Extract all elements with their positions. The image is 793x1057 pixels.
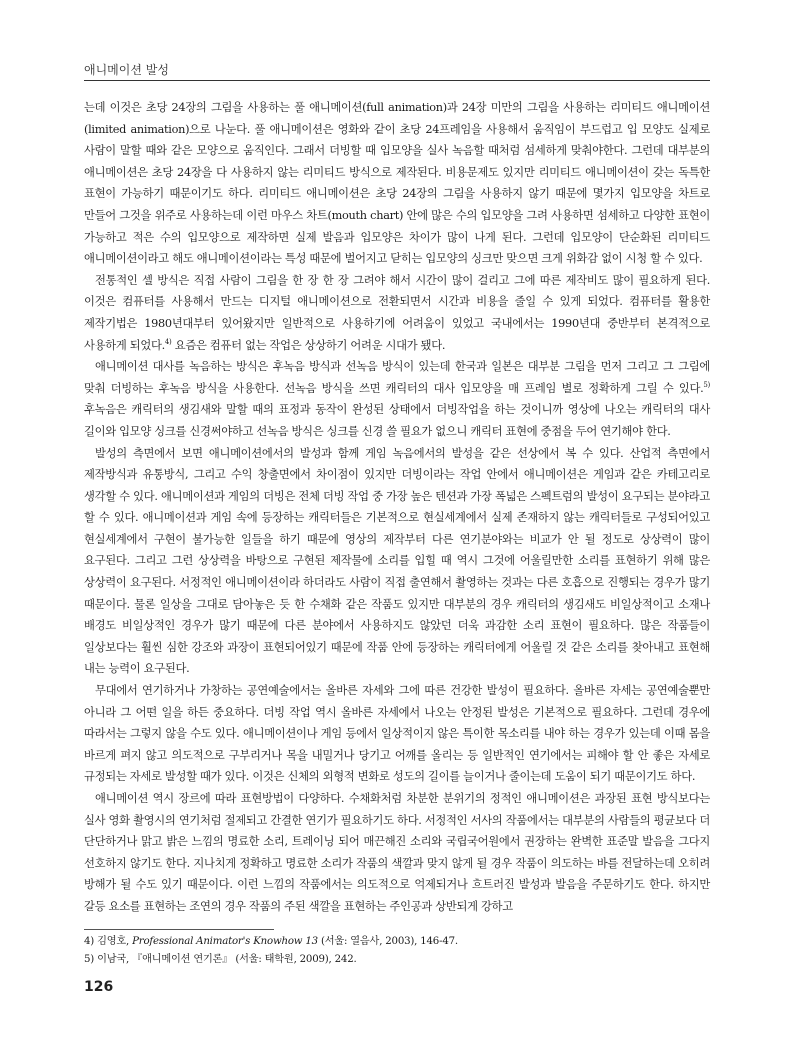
- paragraph: [84, 680, 710, 788]
- running-header: 애니메이션 발성: [84, 63, 169, 77]
- paragraph-text: 전통적인 셀 방식은 직접 사람이 그림을 한 장 한 장 그려야 해서 시간이 많이 걸리고 그에 따른 제작비도 많이 필요하게 된다. 이것은 컴퓨터를 사용해서 만드는 디지털 애니메이션으로 전환되면서 시간과 비용을 줄일 수 있게 되었다. 컴퓨터를 활용한 제작기법은 1980년대부터 있어왔지만 일반적으로 사용하기에 어려움이 있었고 국내에서는 1990년대 중반부터 본격적으로 사용하게 되었다.: [84, 273, 710, 352]
- paragraph-text: 발성의 측면에서 보면 애니메이션에서의 발성과 함께 게임 녹음에서의 발성을 같은 선상에서 복 수 있다. 산업적 측면에서 제작방식과 유통방식, 그리고 수익 창출면에서 차이점이 있지만 더빙이라는 작업 안에서 애니메이션은 게임과 같은 카테고리로 생각할 수 있다. 애니메이션과 게임의 더빙은 전체 더빙 작업 중 가장 높은 텐션과 가장 폭넓은 스펙트럼의 발성이 요구되는 분야라고 할 수 있다. 애니메이션과 게임 속에 등장하는 캐릭터들은 기본적으로 현실세계에서 실제 존재하지 않는 캐릭터들로 구성되어있고 현실세계에서 구현이 불가능한 일들을 하기 때문에 영상의 제작부터 다른 연기분야와는 비교가 안 될 정도로 상상력이 많이 요구된다. 그리고 그런 상상력을 바탕으로 구현된 제작물에 소리를 입힐 때 역시 그것에 어울릴만한 소리를 표현하기 위해 많은 상상력이 요구된다. 서정적인 애니메이션이라 하더라도 사람이 직접 출연해서 촬영하는 것과는 다른 호흡으로 진행되는 경우가 많기 때문이다. 물론 일상을 그대로 담아놓은 듯 한 수채화 같은 작품도 있지만 대부분의 경우 캐릭터의 생김새도 비일상적이고 소재나 배경도 비일상적인 경우가 많기 때문에 다른 분야에서 사용하지도 않았던 더욱 과감한 소리 표현이 필요하다. 많은 작품들이 일상보다는 훨씬 심한 강조와 과장이 표현되어있기 때문에 작품 안에 등장하는 캐릭터에게 어울릴 것 같은 소리를 찾아내고 표현해 내는 능력이 요구된다.: [84, 446, 710, 676]
- paragraph-text: 요즘은 컴퓨터 없는 작업은 상상하기 어려운 시대가 됐다.: [171, 338, 446, 352]
- paragraph-text: 후녹음은 캐릭터의 생김새와 말할 때의 표정과 동작이 완성된 상태에서 더빙작업을 하는 것이니까 영상에 나오는 캐릭터의 대사 길이와 입모양 싱크를 신경써야하고 선녹음 방식은 싱크를 신경 쓸 필요가 없으니 캐릭터 표현에 중점을 두어 연기해야 한다.: [84, 403, 710, 438]
- header-divider: [84, 80, 710, 81]
- body-text: [84, 97, 710, 918]
- footnote-title: 『애니메이션 연기론』: [132, 954, 233, 965]
- footnote: [84, 933, 710, 951]
- footnote-number: 5): [84, 954, 95, 965]
- paragraph: [84, 270, 710, 356]
- paragraph-text: 무대에서 연기하거나 가창하는 공연예술에서는 올바른 자세와 그에 따른 건강한 발성이 필요하다. 올바른 자세는 공연예술뿐만 아니라 그 어떤 일을 하든 중요하다. 더빙 작업 역시 올바른 자세에서 나오는 안정된 발성은 기본적으로 필요하다. 그런데 경우에 따라서는 그렇지 않을 수도 있다. 애니메이션이나 게임 등에서 일상적이지 않은 특이한 목소리를 내야 하는 경우가 있는데 이때 몸을 바르게 펴지 않고 의도적으로 구부리거나 목을 내밀거나 당기고 어깨를 올리는 등 일반적인 연기에서는 피해야 할 안 좋은 자세로 규정되는 자세로 발성할 때가 있다. 이것은 신체의 외형적 변화로 성도의 길이를 늘이거나 줄이는데 도움이 되기 때문이기도 하다.: [84, 684, 710, 784]
- footnote-publication: (서울: 태학원, 2009), 242.: [235, 954, 357, 965]
- footnote-divider: [84, 929, 274, 930]
- footnote-ref[interactable]: 4): [164, 337, 172, 346]
- footnote-author: 김영호,: [97, 936, 130, 947]
- footnote: [84, 951, 710, 969]
- footnote-author: 이남국,: [97, 954, 130, 965]
- paragraph-text: 애니메이션 역시 장르에 따라 표현방법이 다양하다. 수채화처럼 차분한 분위기의 정적인 애니메이션은 과장된 표현 방식보다는 실사 영화 촬영시의 연기처럼 절제되고 간결한 연기가 필요하기도 하다. 서정적인 서사의 작품에서는 대부분의 사람들의 평균보다 더 단단하거나 맑고 밝은 느낌의 명료한 소리, 트레이닝 되어 매끈해진 소리와 국립국어원에서 권장하는 완벽한 표준말 발음을 그다지 선호하지 않기도 한다. 지나치게 정확하고 명료한 소리가 작품의 색깔과 맞지 않게 될 경우 작품이 의도하는 바를 전달하는데 오히려 방해가 될 수도 있기 때문이다. 이런 느낌의 작품에서는 의도적으로 억제되거나 흐트러진 발성과 발음을 주문하기도 한다. 하지만 갈등 요소를 표현하는 조연의 경우 작품의 주된 색깔을 표현하는 주인공과 상반되게 강하고: [84, 792, 710, 913]
- footnote-number: 4): [84, 936, 95, 947]
- paragraph: [84, 443, 710, 681]
- footnote-publication: (서울: 열음사, 2003), 146-47.: [320, 936, 458, 947]
- paragraph-text: 애니메이션 대사를 녹음하는 방식은 후녹음 방식과 선녹음 방식이 있는데 한국과 일본은 대부분 그림을 먼저 그리고 그 그림에 맞춰 더빙하는 후녹음 방식을 사용한다. 선녹음 방식을 쓰면 캐릭터의 대사 입모양을 매 프레임 별로 정확하게 그릴 수 있다.: [84, 360, 710, 395]
- footnote-ref[interactable]: 5): [703, 380, 710, 389]
- footnotes: [84, 933, 710, 969]
- paragraph: [84, 97, 710, 270]
- paragraph-text: 는데 이것은 초당 24장의 그림을 사용하는 풀 애니메이션(full animation)과 24장 미만의 그림을 사용하는 리미티드 애니메이션(limited animation)으로 나눈다. 풀 애니메이션은 영화와 같이 초당 24프레임을 사용해서 움직임이 부드럽고 입 모양도 실제로 사람이 말할 때와 같은 모양으로 움직인다. 그래서 더빙할 때 입모양을 실사 녹음할 때처럼 섬세하게 맞춰야한다. 그런데 대부분의 애니메이션은 초당 24장을 다 사용하지 않는 리미티드 방식으로 제작된다. 비용문제도 있지만 리미티드 애니메이션이 갖는 독특한 표현이 가능하기 때문이기도 하다. 리미티드 애니메이션은 초당 24장의 그림을 사용하지 않기 때문에 몇가지 입모양을 차트로 만들어 그것을 위주로 사용하는데 이런 마우스 차트(mouth chart) 안에 많은 수의 입모양을 그려 사용하면 섬세하고 다양한 표현이 가능하고 적은 수의 입모양으로 제작하면 실제 발음과 입모양은 차이가 많이 나게 된다. 그런데 입모양이 단순화된 리미티드 애니메이션이라고 해도 애니메이션이라는 특성 때문에 벌어지고 닫히는 입모양의 싱크만 맞으면 크게 위화감 없이 시청 할 수 있다.: [84, 101, 710, 266]
- paragraph: [84, 788, 710, 918]
- footnote-title: Professional Animator's Knowhow 13: [132, 936, 318, 947]
- page-number: 126: [84, 979, 114, 995]
- paragraph: [84, 356, 710, 442]
